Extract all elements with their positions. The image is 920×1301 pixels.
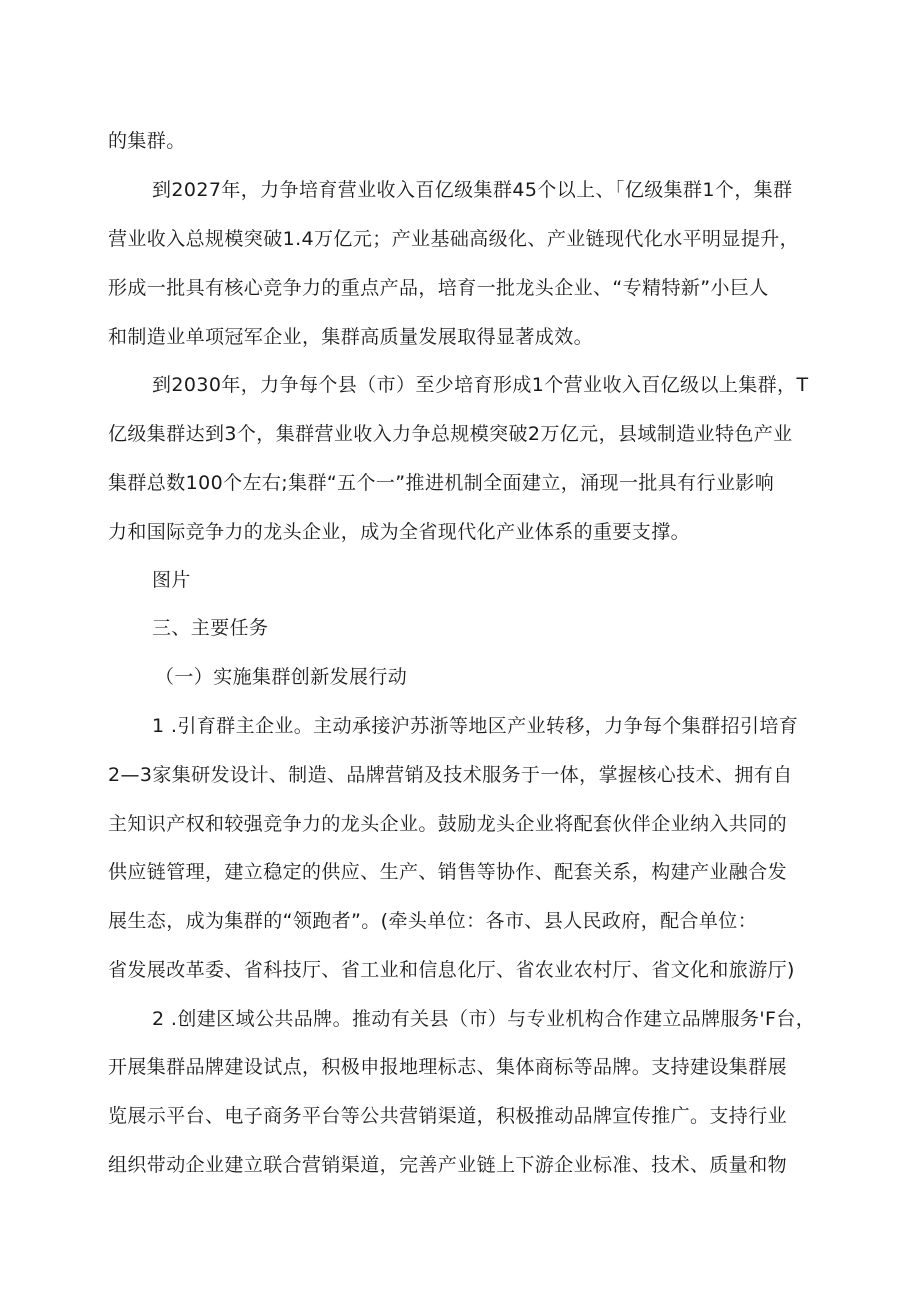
section-heading: 三、主要任务 (152, 617, 269, 639)
text-line: 和制造业单项冠军企业，集群高质量发展取得显著成效。 (108, 326, 594, 348)
text-line: 到2030年，力争每个县（市）至少培育形成1个营业收入百亿级以上集群，T (152, 374, 809, 396)
text-line: 主知识产权和较强竞争力的龙头企业。鼓励龙头企业将配套伙伴企业纳入共同的 (108, 813, 788, 835)
text-line: 力和国际竞争力的龙头企业，成为全省现代化产业体系的重要支撑。 (108, 521, 691, 543)
text-line: 亿级集群达到3个，集群营业收入力争总规模突破2万亿元，县域制造业特色产业 (108, 423, 793, 445)
text-line: 集群总数100个左右;集群“五个一”推进机制全面建立，涌现一批具有行业影响 (108, 472, 775, 494)
text-line: 省发展改革委、省科技厅、省工业和信息化厅、省农业农村厅、省文化和旅游厅) (108, 959, 795, 981)
text-line: 形成一批具有核心竞争力的重点产品，培育一批龙头企业、“专精特新”小巨人 (108, 277, 769, 299)
text-line: 组织带动企业建立联合营销渠道，完善产业链上下游企业标准、技术、质量和物 (108, 1154, 788, 1176)
image-placeholder-label: 图片 (152, 569, 191, 591)
text-line: 到2027年，力争培育营业收入百亿级集群45个以上、「亿级集群1个，集群 (152, 179, 793, 201)
text-line: 营业收入总规模突破1.4万亿元；产业基础高级化、产业链现代化水平明显提升， (108, 228, 800, 250)
text-line: 览展示平台、电子商务平台等公共营销渠道，积极推动品牌宣传推广。支持行业 (108, 1105, 788, 1127)
subsection-heading: （一）实施集群创新发展行动 (155, 666, 408, 688)
text-line: 开展集群品牌建设试点，积极申报地理标志、集体商标等品牌。支持建设集群展 (108, 1056, 788, 1078)
text-line: 2—3家集研发设计、制造、品牌营销及技术服务于一体，掌握核心技术、拥有自 (108, 764, 793, 786)
text-line: 2 .创建区域公共品牌。推动有关县（市）与专业机构合作建立品牌服务'F台， (152, 1008, 816, 1030)
text-line: 的集群。 (108, 130, 186, 152)
text-line: 1 .引育群主企业。主动承接沪苏浙等地区产业转移，力争每个集群招引培育 (152, 715, 799, 737)
text-line: 展生态，成为集群的“领跑者”。(牵头单位：各市、县人民政府，配合单位： (108, 910, 758, 932)
text-line: 供应链管理，建立稳定的供应、生产、销售等协作、配套关系，构建产业融合发 (108, 861, 788, 883)
